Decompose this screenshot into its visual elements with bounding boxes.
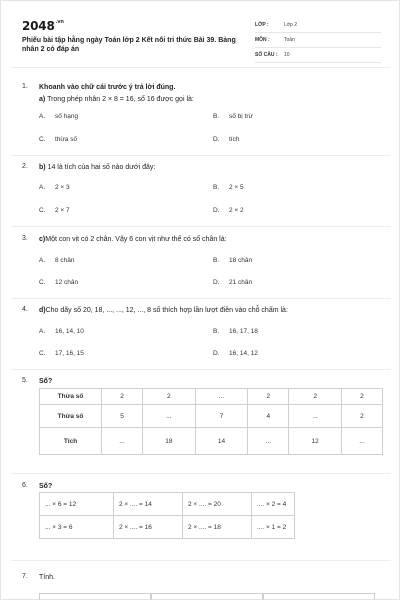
meta-key: LỚP : <box>255 22 269 28</box>
table-row <box>40 516 295 539</box>
option-letter: A. <box>39 113 46 120</box>
question-instruction <box>39 83 379 92</box>
brand-logo[interactable] <box>22 19 64 33</box>
option-c[interactable] <box>39 136 77 143</box>
option-letter: A. <box>39 257 46 264</box>
option-letter: B. <box>213 184 220 191</box>
option-d[interactable] <box>213 207 244 214</box>
question-text <box>39 163 379 172</box>
table-row <box>40 428 383 455</box>
meta-row-subject <box>255 33 381 48</box>
divider <box>11 226 391 227</box>
option-text: 16, 17, 18 <box>229 328 258 335</box>
meta-value: Toán <box>284 37 295 43</box>
blank-cell[interactable]: ... × 3 = 6 <box>40 516 114 539</box>
answer-box[interactable] <box>151 593 263 600</box>
table-header-cell: Thừa số <box>40 405 102 428</box>
question-body: Trong phép nhân 2 × 8 = 16, số 16 được gọi là: <box>47 96 194 103</box>
option-letter: A. <box>39 328 46 335</box>
table-cell: 12 <box>289 428 342 455</box>
divider <box>11 473 391 474</box>
table-cell: 2 <box>102 389 143 405</box>
table-cell: 18 <box>143 428 196 455</box>
question-label <box>39 377 379 386</box>
option-a[interactable] <box>39 257 75 264</box>
option-a[interactable] <box>39 113 78 120</box>
option-letter: D. <box>213 136 220 143</box>
question-prefix: c) <box>39 236 46 243</box>
brand-name: 2048 <box>22 19 55 33</box>
option-text: 21 chân <box>229 279 253 286</box>
option-c[interactable] <box>39 207 70 214</box>
blank-cell[interactable]: .... × 1 = 2 <box>252 516 295 539</box>
question-1 <box>22 83 382 153</box>
blank-cell[interactable]: 2 × .... = 18 <box>183 516 252 539</box>
option-text: 2 × 5 <box>229 184 244 191</box>
question-number: 4. <box>22 306 28 313</box>
option-text: 17, 16, 15 <box>55 350 84 357</box>
option-c[interactable] <box>39 279 78 286</box>
question-number: 6. <box>22 482 28 489</box>
meta-key: MÔN : <box>255 37 270 43</box>
question-5 <box>22 377 382 467</box>
table-cell[interactable]: ... <box>102 428 143 455</box>
question-number: 3. <box>22 235 28 242</box>
table-cell: 2 <box>143 389 196 405</box>
option-letter: C. <box>39 279 46 286</box>
meta-key: SỐ CÂU : <box>255 52 278 58</box>
table-cell[interactable]: ... <box>143 405 196 428</box>
divider <box>11 155 391 156</box>
table-row <box>40 405 383 428</box>
option-text: số hạng <box>55 113 79 120</box>
table-fill-blanks <box>39 492 295 539</box>
option-d[interactable] <box>213 136 239 143</box>
table-header-cell: Tích <box>40 428 102 455</box>
option-b[interactable] <box>213 113 253 120</box>
question-text <box>39 306 379 315</box>
option-text: 12 chân <box>55 279 79 286</box>
option-text: 18 chân <box>229 257 253 264</box>
option-text: số bị trừ <box>229 113 253 120</box>
table-cell: 7 <box>195 405 248 428</box>
option-a[interactable] <box>39 328 84 335</box>
divider <box>11 298 391 299</box>
table-cell: 2 <box>341 405 382 428</box>
table-cell: 5 <box>102 405 143 428</box>
question-prefix: b) <box>39 164 46 171</box>
meta-row-count <box>255 48 381 63</box>
option-text: 8 chân <box>55 257 75 264</box>
blank-cell[interactable]: ... × 6 = 12 <box>40 493 114 516</box>
table-cell: 4 <box>248 405 289 428</box>
divider <box>11 369 391 370</box>
table-cell: 14 <box>195 428 248 455</box>
answer-box[interactable] <box>263 593 375 600</box>
question-text: Tính. <box>39 574 55 581</box>
instruction-text: Khoanh vào chữ cái trước ý trả lời đúng. <box>39 84 176 91</box>
option-b[interactable] <box>213 328 258 335</box>
divider <box>11 560 391 561</box>
question-label-text: Số? <box>39 483 53 490</box>
question-body: 14 là tích của hai số nào dưới đây: <box>47 164 156 171</box>
page-title: Phiếu bài tập hằng ngày Toán lớp 2 Kết nối tri thức Bài 39. Bảng nhân 2 có đáp án <box>22 37 236 53</box>
table-row <box>40 389 383 405</box>
question-body: Một con vịt có 2 chân. Vậy 6 con vịt như thế có số chân là: <box>45 236 227 243</box>
option-letter: D. <box>213 279 220 286</box>
table-row <box>40 493 295 516</box>
question-7 <box>22 573 382 600</box>
table-cell: 2 <box>341 389 382 405</box>
meta-value: 10 <box>284 52 290 58</box>
question-body: Cho dãy số 20, 18, ..., ..., 12, ..., 8 số thích hợp lần lượt điền vào chỗ chấm là: <box>45 307 288 314</box>
table-header-cell: Thừa số <box>40 389 102 405</box>
question-text <box>39 95 379 104</box>
option-d[interactable] <box>213 279 252 286</box>
meta-panel <box>255 18 381 63</box>
option-text: 16, 14, 12 <box>229 350 258 357</box>
question-number: 1. <box>22 83 28 90</box>
blank-cell[interactable]: 2 × .... = 14 <box>114 493 183 516</box>
table-cell[interactable]: ... <box>248 428 289 455</box>
option-a[interactable] <box>39 184 70 191</box>
question-2 <box>22 163 382 223</box>
option-text: 2 × 3 <box>55 184 70 191</box>
option-letter: B. <box>213 257 220 264</box>
table-cell[interactable]: ... <box>341 428 382 455</box>
option-letter: C. <box>39 207 46 214</box>
option-text: 2 × 2 <box>229 207 244 214</box>
brand-suffix: .vn <box>55 19 64 25</box>
option-text: thừa số <box>55 136 78 143</box>
option-letter: D. <box>213 207 220 214</box>
question-number: 5. <box>22 377 28 384</box>
question-4 <box>22 306 382 366</box>
table-cell: 2 <box>289 389 342 405</box>
option-b[interactable] <box>213 184 244 191</box>
option-text: tích <box>229 136 240 143</box>
meta-value: Lớp 2 <box>284 22 298 28</box>
blank-cell[interactable]: 2 × .... = 20 <box>183 493 252 516</box>
option-text: 16, 14, 10 <box>55 328 84 335</box>
table-cell[interactable]: ... <box>289 405 342 428</box>
blank-cell[interactable]: 2 × .... = 16 <box>114 516 183 539</box>
option-b[interactable] <box>213 257 252 264</box>
option-letter: C. <box>39 136 46 143</box>
table-multiplication <box>39 388 383 455</box>
table-cell[interactable]: ... <box>195 389 248 405</box>
divider <box>11 67 391 68</box>
option-letter: A. <box>39 184 46 191</box>
question-number: 7. <box>22 573 28 580</box>
option-letter: C. <box>39 350 46 357</box>
meta-row-class <box>255 18 381 33</box>
question-label-text: Số? <box>39 378 53 385</box>
answer-box[interactable] <box>39 593 151 600</box>
option-letter: B. <box>213 328 220 335</box>
question-label <box>39 482 379 491</box>
option-letter: D. <box>213 350 220 357</box>
option-c[interactable] <box>39 350 84 357</box>
question-prefix: d) <box>39 307 46 314</box>
option-text: 2 × 7 <box>55 207 70 214</box>
option-letter: B. <box>213 113 220 120</box>
question-number: 2. <box>22 163 28 170</box>
question-text <box>39 235 379 244</box>
blank-cell[interactable]: .... × 2 = 4 <box>252 493 295 516</box>
question-prefix: a) <box>39 96 46 103</box>
option-d[interactable] <box>213 350 258 357</box>
table-cell: 2 <box>248 389 289 405</box>
question-3 <box>22 235 382 295</box>
question-6 <box>22 482 382 552</box>
